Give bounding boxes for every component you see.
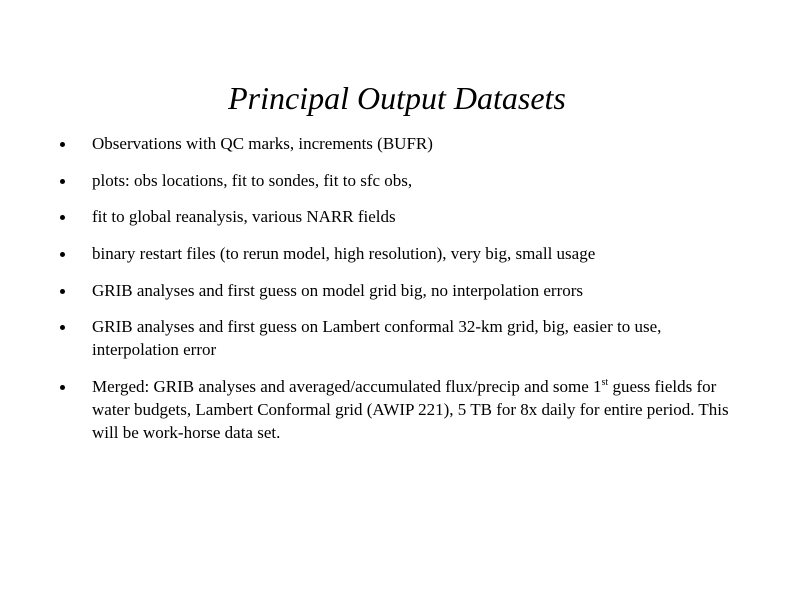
bullet-text: plots: obs locations, fit to sondes, fit to sfc obs,: [92, 171, 413, 190]
bullet-text: GRIB analyses and first guess on model grid big, no interpolation errors: [92, 281, 584, 300]
bullet-text: Observations with QC marks, increments (BUFR): [92, 134, 433, 153]
bullet-text: binary restart files (to rerun model, high resolution), very big, small usage: [92, 244, 596, 263]
bullet-dot-icon: [60, 215, 65, 220]
bullet-dot-icon: [60, 325, 65, 330]
bullet-dot-icon: [60, 289, 65, 294]
ordinal-superscript: st: [601, 377, 609, 388]
bullet-dot-icon: [60, 179, 65, 184]
bullet-text: fit to global reanalysis, various NARR fields: [92, 207, 396, 226]
bullet-text-after: guess fields for water budgets, Lambert Conformal grid (AWIP 221), 5 TB for 8x daily for entire period. This will be work-horse data set.: [92, 377, 729, 442]
bullet-text: GRIB analyses and first guess on Lambert conformal 32-km grid, big, easier to use, interpolation error: [92, 317, 662, 359]
bullet-dot-icon: [60, 142, 65, 147]
bullet-dot-icon: [60, 252, 65, 257]
bullet-text-before: Merged: GRIB analyses and averaged/accumulated flux/precip and some 1: [92, 377, 602, 396]
bullet-dot-icon: [60, 385, 65, 390]
bullet-text-merged: [92, 375, 740, 444]
slide-title: Principal Output Datasets: [228, 80, 566, 116]
